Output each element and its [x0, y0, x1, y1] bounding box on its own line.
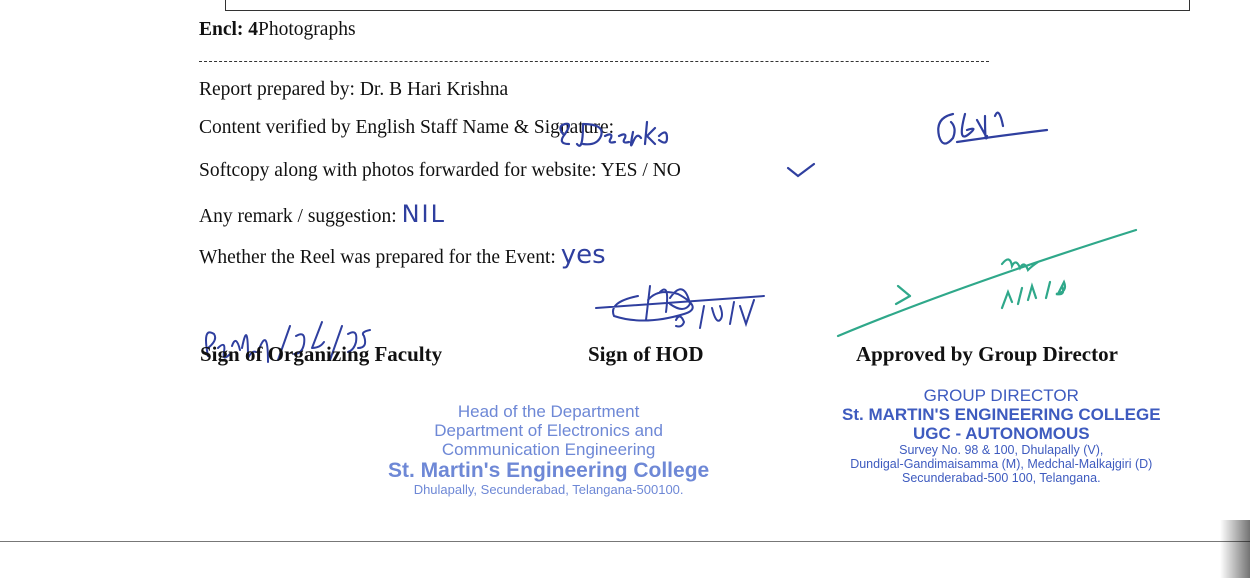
dashed-divider: [199, 61, 989, 62]
hod-signature: [590, 268, 780, 348]
page-corner-shadow: [1220, 520, 1250, 578]
enclosure-count: 4: [248, 19, 259, 40]
softcopy-line: Softcopy along with photos forwarded for website: YES / NO: [199, 160, 681, 181]
hod-stamp: [388, 402, 709, 497]
enclosure-text: Photographs: [258, 19, 356, 40]
hod-stamp-line-1: Head of the Department: [457, 402, 640, 421]
verified-by-line: [199, 117, 614, 139]
prepared-by-line: Report prepared by: Dr. B Hari Krishna: [199, 79, 509, 100]
sign-organizing-faculty-label: Sign of Organizing Faculty: [200, 342, 443, 366]
verified-by-label: Content verified by English Staff Name & Signature:: [199, 117, 615, 138]
hod-stamp-line-3: Communication Engineering: [441, 440, 656, 460]
group-director-signature: [832, 228, 1142, 348]
director-stamp-line-1: GROUP DIRECTOR: [923, 386, 1079, 405]
remark-handwritten: NIL: [401, 200, 446, 228]
english-staff-signature: [555, 108, 675, 158]
reel-label: Whether the Reel was prepared for the Event:: [199, 247, 556, 268]
group-director-stamp: [842, 386, 1161, 485]
approved-by-director-label: Approved by Group Director: [856, 342, 1118, 366]
director-stamp-line-4: Survey No. 98 & 100, Dhulapally (V),: [899, 443, 1104, 458]
verifier-initials-signature: [715, 106, 1045, 168]
yes-tick-mark: [786, 162, 816, 178]
previous-section-box: [225, 0, 1190, 11]
remark-label: Any remark / suggestion:: [199, 206, 397, 227]
reel-line: [199, 240, 606, 270]
enclosure-label: Encl:: [199, 19, 244, 40]
director-stamp-line-3: UGC - AUTONOMOUS: [912, 424, 1090, 444]
page-bottom-edge: [0, 541, 1250, 542]
sign-hod-label: Sign of HOD: [588, 342, 704, 366]
reel-handwritten: yes: [560, 240, 606, 270]
director-stamp-line-6: Secunderabad-500 100, Telangana.: [902, 471, 1101, 486]
hod-stamp-line-4: St. Martin's Engineering College: [388, 459, 710, 483]
director-stamp-line-5: Dundigal-Gandimaisamma (M), Medchal-Malkajgiri (D): [850, 457, 1153, 472]
director-stamp-line-2: St. MARTIN'S ENGINEERING COLLEGE: [842, 405, 1161, 425]
enclosure-line: [199, 19, 356, 41]
hod-stamp-line-2: Department of Electronics and: [434, 421, 663, 441]
hod-stamp-line-5: Dhulapally, Secunderabad, Telangana-500100.: [413, 481, 684, 497]
remark-line: [199, 200, 446, 228]
